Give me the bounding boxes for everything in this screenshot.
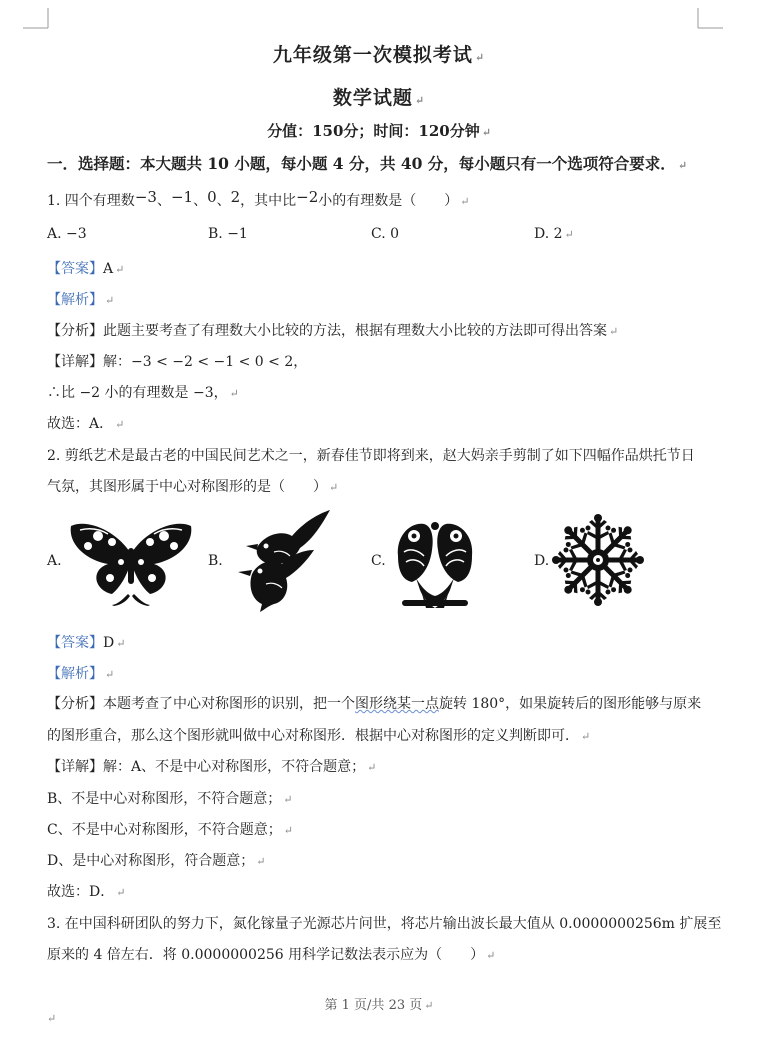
score-time: 分值：150分；时间：120分钟 ↵ [267, 122, 491, 140]
q2-detail-c: C、不是中心对称图形，不符合题意； ↵ [47, 822, 293, 838]
twin-fish-papercut-image [392, 516, 478, 608]
q2-detail-d: D、是中心对称图形，符合题意； ↵ [47, 853, 266, 869]
swallows-papercut-image [230, 508, 334, 612]
q2-option-b-label: B. [208, 553, 223, 569]
q1-fenxi: 【分析】此题主要考查了有理数大小比较的方法，根据有理数大小比较的方法即可得出答案 ↵ [47, 323, 619, 339]
page-footer: 第 1 页/共 23 页 ↵ [324, 998, 434, 1013]
q2-option-a-label: A. [47, 553, 62, 569]
q1-stem: 1. 四个有理数−3、−1、0、2，其中比−2小的有理数是（ ） ↵ [47, 188, 470, 209]
q2-stem-line1: 2. 剪纸艺术是最古老的中国民间艺术之一，新春佳节即将到来，赵大妈亲手剪制了如下四幅作品烘托节日 [47, 448, 695, 464]
q1-answer: 【答案】A ↵ [47, 261, 125, 277]
snowflake-papercut-image [550, 512, 646, 608]
q1-detail: 【详解】解：−3 < −2 < −1 < 0 < 2， [47, 354, 308, 370]
q1-option-a: A. −3 [47, 226, 87, 242]
q2-detail-b: B、不是中心对称图形，不符合题意； ↵ [47, 791, 293, 807]
q1-option-c: C. 0 [371, 226, 400, 242]
q1-option-b: B. −1 [208, 226, 248, 242]
q3-stem-line1: 3. 在中国科研团队的努力下，氮化镓量子光源芯片问世，将芯片输出波长最大值从 0.0000000256m 扩展至 [47, 916, 722, 932]
q1-choice: 故选：A． ↵ [47, 416, 125, 432]
q2-detail-a: 【详解】解：A、不是中心对称图形，不符合题意； ↵ [47, 759, 377, 775]
q2-fenxi-line2: 的图形重合，那么这个图形就叫做中心对称图形．根据中心对称图形的定义判断即可． ↵ [47, 728, 591, 744]
section-heading: 一．选择题：本大题共 10 小题，每小题 4 分，共 40 分，每小题只有一个选项符合要求． ↵ [47, 154, 688, 173]
exam-subtitle: 数学试题 ↵ [332, 87, 426, 109]
q1-option-d: D. 2 ↵ [534, 226, 574, 242]
q1-analysis-label: 【解析】 ↵ [47, 292, 115, 308]
crop-mark-top-left [0, 0, 60, 40]
q2-analysis-label: 【解析】 ↵ [47, 666, 115, 682]
q2-option-d-label: D. [534, 553, 550, 569]
paragraph-mark: ↵ [47, 1012, 57, 1025]
butterfly-papercut-image [68, 514, 194, 606]
q1-conclusion: ∴比 −2 小的有理数是 −3， ↵ [47, 385, 239, 401]
q2-fenxi-line1: 【分析】本题考查了中心对称图形的识别，把一个图形绕某一点旋转 180°，如果旋转后的图形能够与原来 [47, 696, 702, 712]
q2-option-c-label: C. [371, 553, 386, 569]
q2-stem-line2: 气氛，其图形属于中心对称图形的是（ ） ↵ [47, 479, 339, 495]
q2-choice: 故选：D． ↵ [47, 884, 126, 900]
q3-stem-line2: 原来的 4 倍左右．将 0.0000000256 用科学记数法表示应为（ ） ↵ [47, 947, 496, 963]
crop-mark-top-right [690, 0, 758, 40]
q2-answer: 【答案】D ↵ [47, 635, 126, 651]
exam-title: 九年级第一次模拟考试 ↵ [272, 44, 486, 66]
